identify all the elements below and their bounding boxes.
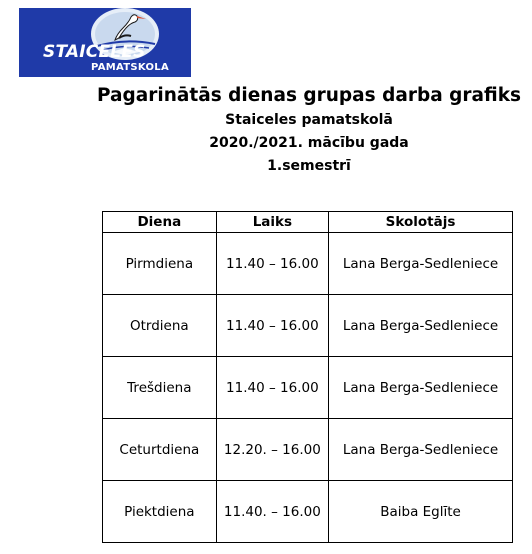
day-cell: Piektdiena — [103, 481, 217, 543]
table-row — [103, 233, 513, 295]
time-cell: 11.40 – 16.00 — [216, 295, 328, 357]
column-header-teacher: Skolotājs — [329, 212, 513, 233]
teacher-cell: Lana Berga-Sedleniece — [329, 357, 513, 419]
time-cell: 12.20. – 16.00 — [216, 419, 328, 481]
time-cell: 11.40. – 16.00 — [216, 481, 328, 543]
teacher-cell: Lana Berga-Sedleniece — [329, 419, 513, 481]
teacher-cell: Baiba Eglīte — [329, 481, 513, 543]
table-row — [103, 481, 513, 543]
day-cell: Pirmdiena — [103, 233, 217, 295]
table-header-row — [103, 212, 513, 233]
teacher-cell: Lana Berga-Sedleniece — [329, 233, 513, 295]
teacher-cell: Lana Berga-Sedleniece — [329, 295, 513, 357]
school-logo — [19, 8, 191, 77]
column-header-day: Diena — [103, 212, 217, 233]
day-cell: Ceturtdiena — [103, 419, 217, 481]
school-year: 2020./2021. mācību gada — [209, 135, 409, 151]
semester: 1.semestrī — [267, 158, 351, 174]
table-row — [103, 419, 513, 481]
time-cell: 11.40 – 16.00 — [216, 357, 328, 419]
day-cell: Trešdiena — [103, 357, 217, 419]
day-cell: Otrdiena — [103, 295, 217, 357]
table-row — [103, 295, 513, 357]
page-title: Pagarinātās dienas grupas darba grafiks — [96, 85, 522, 106]
school-subtitle: Staiceles pamatskolā — [225, 112, 393, 128]
logo-school-type: PAMATSKOLA — [91, 62, 169, 73]
time-cell: 11.40 – 16.00 — [216, 233, 328, 295]
column-header-time: Laiks — [216, 212, 328, 233]
table-row — [103, 357, 513, 419]
logo-school-name: STAICELES — [43, 42, 146, 62]
schedule-table — [102, 211, 513, 543]
